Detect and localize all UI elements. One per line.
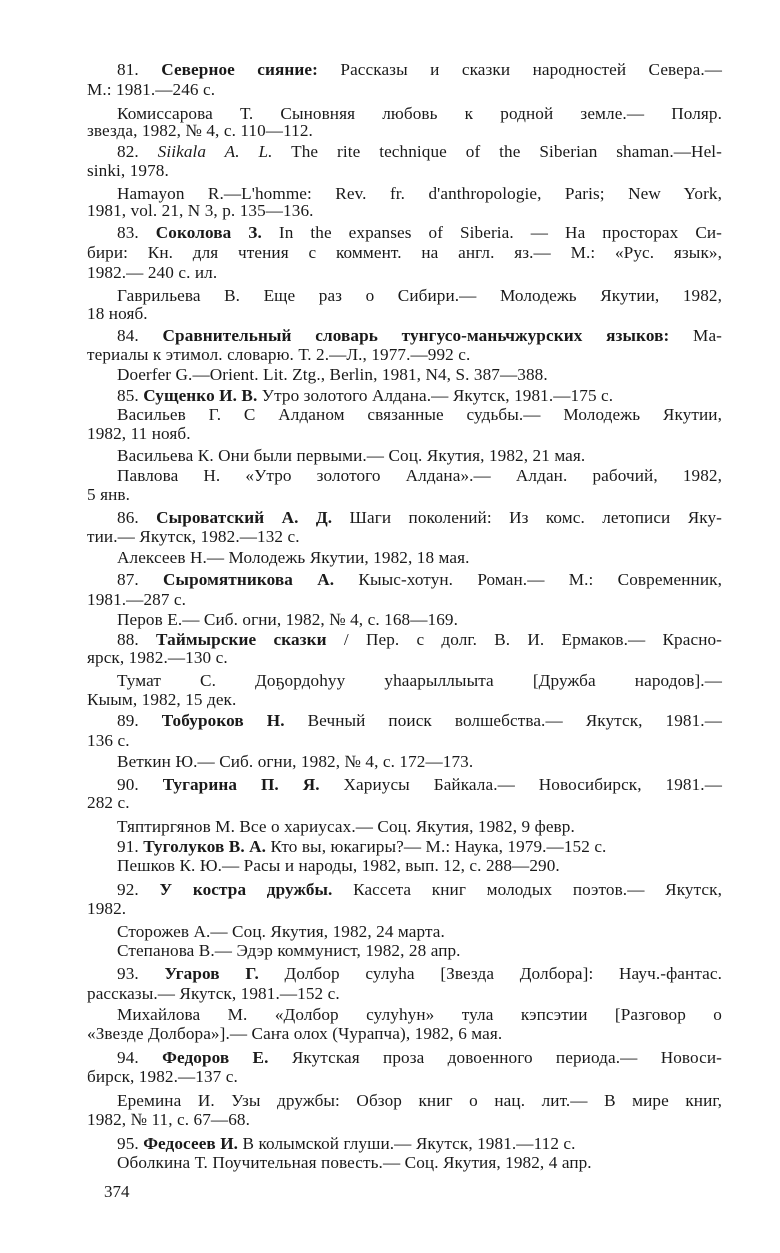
text-line (87, 690, 722, 710)
text-segment: ярск, 1982.—130 с. (87, 648, 228, 667)
entry-heading: Тугарина П. Я. (162, 775, 320, 794)
text-segment: Hamayon R.—L'homme: Rev. fr. d'anthropologie, Paris; New York, (117, 184, 722, 203)
text-line (87, 1024, 722, 1044)
text-segment: Утро золотого Алдана.— Якутск, 1981.—175 с. (257, 386, 614, 405)
text-line (117, 1048, 722, 1068)
text-line (117, 548, 722, 568)
text-segment: 1981.—287 с. (87, 590, 187, 609)
text-line (87, 345, 722, 365)
text-segment: 83. (117, 223, 156, 242)
text-line (117, 1005, 722, 1025)
text-segment: 87. (117, 570, 164, 589)
text-segment: «Звезде Долбора»].— Саҥа олох (Чурапча), 1982, 6 мая. (87, 1024, 503, 1043)
text-line (117, 1091, 722, 1111)
text-segment: Кто вы, юкагиры?— М.: Наука, 1979.—152 с. (266, 837, 607, 856)
text-segment: Оболкина Т. Поучительная повесть.— Соц. Якутия, 1982, 4 апр. (117, 1153, 592, 1172)
text-segment: В колымской глуши.— Якутск, 1981.—112 с. (238, 1134, 576, 1153)
text-segment: Гаврильева В. Еще раз о Сибири.— Молодежь Якутии, 1982, (117, 286, 722, 305)
text-segment: Рассказы и сказки народностей Севера.— (317, 60, 722, 79)
entry-heading: Соколова З. (155, 223, 262, 242)
text-line (87, 424, 722, 444)
entry-heading: Туголуков В. А. (143, 837, 267, 856)
text-line (117, 610, 722, 630)
text-line (87, 243, 722, 263)
text-segment: Васильев Г. С Алданом связанные судьбы.— Молодежь Якутии, (117, 405, 722, 424)
text-segment: Еремина И. Узы дружбы: Обзор книг о нац. лит.— В мире книг, (117, 1091, 722, 1110)
text-segment: Михайлова М. «Долбор сулуһун» тула кэпсэтии [Разговор о (117, 1005, 722, 1024)
entry-heading: Тобуроков Н. (161, 711, 285, 730)
entry-heading: Таймырские сказки (156, 630, 327, 649)
text-line (117, 817, 722, 837)
text-segment: Шаги поколений: Из комс. летописи Яку- (332, 508, 722, 527)
text-segment: sinki, 1978. (87, 161, 169, 180)
text-line (117, 775, 722, 795)
text-segment: 89. (117, 711, 162, 730)
text-segment: Васильева К. Они были первыми.— Соц. Якутия, 1982, 21 мая. (117, 446, 586, 465)
text-line (87, 1110, 722, 1130)
text-line (87, 648, 722, 668)
entry-heading: Северное сияние: (161, 60, 318, 79)
text-line (117, 941, 722, 961)
text-line (87, 984, 722, 1004)
text-line (87, 80, 722, 100)
text-line (117, 386, 722, 406)
text-line (117, 1134, 722, 1154)
text-segment: Тяптиргянов М. Все о хариусах.— Соц. Якутия, 1982, 9 февр. (117, 817, 575, 836)
text-line (87, 121, 722, 141)
page-number: 374 (104, 1182, 130, 1201)
entry-heading: У костра дружбы. (159, 880, 333, 899)
text-segment: 84. (117, 326, 163, 345)
text-line (87, 161, 722, 181)
text-segment: рассказы.— Якутск, 1981.—152 с. (87, 984, 340, 1003)
text-segment: 1982. (87, 899, 127, 918)
text-segment: М.: 1981.—246 с. (87, 80, 216, 99)
text-segment: тии.— Якутск, 1982.—132 с. (87, 527, 300, 546)
text-line (117, 365, 722, 385)
text-line (117, 223, 722, 243)
text-segment: 81. (117, 60, 162, 79)
text-segment: Веткин Ю.— Сиб. огни, 1982, № 4, с. 172—173. (117, 752, 474, 771)
entry-author-italic: Siikala A. L. (157, 142, 273, 161)
text-segment: 90. (117, 775, 163, 794)
text-segment: Ма- (669, 326, 722, 345)
text-line (87, 731, 722, 751)
text-segment: 92. (117, 880, 160, 899)
text-segment: Долбор сулуһа [Звезда Долбора]: Науч.-фантас. (258, 964, 723, 983)
text-segment: 82. (117, 142, 158, 161)
text-segment: 136 с. (87, 731, 130, 750)
text-segment: 18 нояб. (87, 304, 148, 323)
text-line (117, 570, 722, 590)
text-line (117, 711, 722, 731)
text-line (117, 880, 722, 900)
text-segment: 1982, 11 нояб. (87, 424, 191, 443)
text-segment: Пешков К. Ю.— Расы и народы, 1982, вып. 12, с. 288—290. (117, 856, 560, 875)
entry-heading: Федосеев И. (143, 1134, 239, 1153)
text-line (117, 326, 722, 346)
text-segment: 1982, № 11, с. 67—68. (87, 1110, 250, 1129)
text-segment: Степанова В.— Эдэр коммунист, 1982, 28 апр. (117, 941, 461, 960)
text-segment: Кыым, 1982, 15 дек. (87, 690, 237, 709)
text-line (117, 837, 722, 857)
text-segment: бири: Кн. для чтения с коммент. на англ. яз.— М.: «Рус. язык», (87, 243, 722, 262)
text-line (87, 304, 722, 324)
text-segment: Сторожев А.— Соц. Якутия, 1982, 24 марта. (117, 922, 445, 941)
text-segment: Кассета книг молодых поэтов.— Якутск, (332, 880, 723, 899)
text-segment: In the expanses of Siberia. — На просторах Си- (261, 223, 722, 242)
text-line (117, 630, 722, 650)
text-segment: 94. (117, 1048, 163, 1067)
text-line (117, 964, 722, 984)
text-line (117, 466, 722, 486)
text-segment: Doerfer G.—Orient. Lit. Ztg., Berlin, 1981, N4, S. 387—388. (117, 365, 548, 384)
text-line (87, 1067, 722, 1087)
text-line (117, 405, 722, 425)
text-line (87, 793, 722, 813)
text-segment: Комиссарова Т. Сыновняя любовь к родной земле.— Поляр. (117, 104, 722, 123)
text-line (87, 485, 722, 505)
text-line (117, 922, 722, 942)
entry-heading: Сравнительный словарь тунгусо-маньчжурских языков: (162, 326, 670, 345)
entry-heading: Сыромятникова А. (163, 570, 335, 589)
text-segment: 95. (117, 1134, 144, 1153)
text-segment: Тумат С. Доҕордоһуу уһаарыллыыта [Дружба народов].— (117, 671, 722, 690)
text-line (117, 671, 722, 691)
text-segment: 91. (117, 837, 144, 856)
text-line (117, 508, 722, 528)
text-line (117, 286, 722, 306)
text-segment: звезда, 1982, № 4, с. 110—112. (87, 121, 313, 140)
text-line (87, 263, 722, 283)
text-segment: 93. (117, 964, 165, 983)
text-segment: бирск, 1982.—137 с. (87, 1067, 238, 1086)
entry-heading: Федоров Е. (162, 1048, 269, 1067)
text-segment: Перов Е.— Сиб. огни, 1982, № 4, с. 168—169. (117, 610, 458, 629)
entry-heading: Сущенко И. В. (143, 386, 258, 405)
text-segment: Вечный поиск волшебства.— Якутск, 1981.— (284, 711, 722, 730)
entry-heading: Угаров Г. (164, 964, 259, 983)
text-segment: The rite technique of the Siberian shaman.—Hel- (272, 142, 722, 161)
text-line (117, 142, 722, 162)
text-line (87, 201, 722, 221)
text-segment: териалы к этимол. словарю. Т. 2.—Л., 1977.—992 с. (87, 345, 471, 364)
text-line (87, 899, 722, 919)
text-segment: 5 янв. (87, 485, 131, 504)
text-segment: 88. (117, 630, 156, 649)
text-line (117, 1153, 722, 1173)
text-line (117, 446, 722, 466)
text-segment: Якутская проза довоенного периода.— Новоси- (268, 1048, 722, 1067)
text-line (117, 752, 722, 772)
text-segment: / Пер. с долг. В. И. Ермаков.— Красно- (326, 630, 723, 649)
text-segment: 85. (117, 386, 144, 405)
text-line (117, 60, 722, 80)
text-segment: Павлова Н. «Утро золотого Алдана».— Алдан. рабочий, 1982, (117, 466, 722, 485)
text-line (87, 590, 722, 610)
text-segment: Кыыс-хотун. Роман.— М.: Современник, (334, 570, 722, 589)
text-line (117, 856, 722, 876)
text-line (87, 527, 722, 547)
entry-heading: Сыроватский А. Д. (156, 508, 333, 527)
text-segment: 86. (117, 508, 157, 527)
text-segment: Алексеев Н.— Молодежь Якутии, 1982, 18 мая. (117, 548, 470, 567)
text-segment: 1982.— 240 с. ил. (87, 263, 218, 282)
text-segment: 1981, vol. 21, N 3, p. 135—136. (87, 201, 314, 220)
text-segment: Хариусы Байкала.— Новосибирск, 1981.— (319, 775, 722, 794)
text-segment: 282 с. (87, 793, 130, 812)
